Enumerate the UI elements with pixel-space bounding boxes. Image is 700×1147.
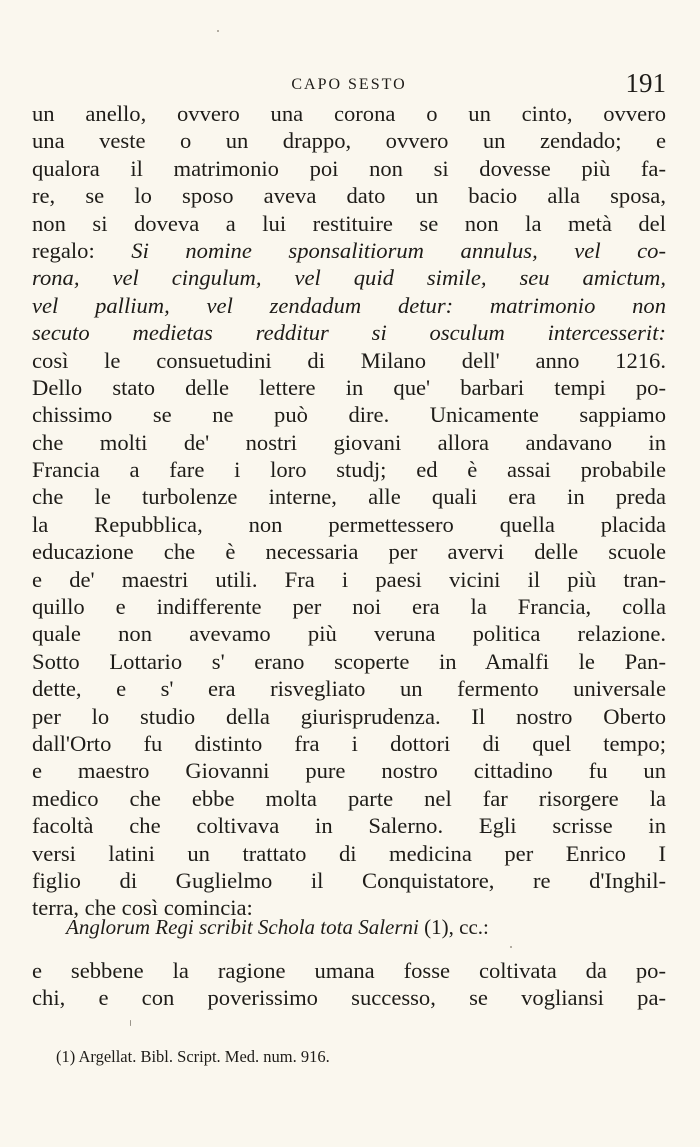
text-line: quale non avevamo più veruna politica relazione. (32, 621, 666, 647)
text-line: Francia a fare i loro studj; ed è assai probabile (32, 457, 666, 483)
latin-quotation-line: secuto medietas redditur si osculum intercesserit: (32, 320, 666, 346)
page-number: 191 (625, 68, 666, 98)
footnote: (1) Argellat. Bibl. Script. Med. num. 916. (56, 1047, 330, 1066)
verse-quotation (66, 912, 666, 942)
text-line-mixed (32, 237, 666, 264)
continuation-text (32, 957, 666, 1012)
text-fragment: regalo: (32, 237, 132, 263)
running-head: CAPO SESTO (291, 76, 407, 93)
latin-quotation-line: rona, vel cingulum, vel quid simile, seu amictum, (32, 265, 666, 291)
footnote-ref: (1) (424, 915, 449, 939)
text-line: educazione che è necessaria per avervi delle scuole (32, 539, 666, 565)
text-line: non si doveva a lui restituire se non la metà del (32, 210, 666, 236)
text-line: Dello stato delle lettere in que' barbari tempi po- (32, 374, 666, 400)
text-line: versi latini un trattato di medicina per Enrico I (32, 840, 666, 866)
verse-suffix: , cc.: (448, 915, 489, 939)
text-line: terra, che così comincia: (32, 895, 253, 921)
text-line: per lo studio della giurisprudenza. Il nostro Oberto (32, 703, 666, 729)
text-line: dette, e s' era risvegliato un fermento universale (32, 676, 666, 702)
text-line: che le turbolenze interne, alle quali era in preda (32, 484, 666, 510)
paper-speck (217, 30, 219, 32)
text-line: Sotto Lottario s' erano scoperte in Amalfi le Pan- (32, 648, 666, 674)
page-header (32, 68, 666, 102)
text-line: qualora il matrimonio poi non si dovesse più fa- (32, 155, 666, 181)
text-line: facoltà che coltivava in Salerno. Egli scrisse in (32, 813, 666, 839)
text-line: figlio di Guglielmo il Conquistatore, re d'Inghil- (32, 867, 666, 893)
text-line: dall'Orto fu distinto fra i dottori di quel tempo; (32, 730, 666, 756)
text-line: e maestro Giovanni pure nostro cittadino fu un (32, 758, 666, 784)
text-line: una veste o un drappo, ovvero un zendado; e (32, 128, 666, 154)
text-line: così le consuetudini di Milano dell' anno 1216. (32, 347, 666, 373)
text-line: re, se lo sposo aveva dato un bacio alla sposa, (32, 183, 666, 209)
latin-quotation-line: vel pallium, vel zendadum detur: matrimonio non (32, 292, 666, 318)
verse-text: Anglorum Regi scribit Schola tota Salerni (66, 915, 419, 939)
text-line: un anello, ovvero una corona o un cinto, ovvero (32, 101, 666, 126)
paper-speck (510, 946, 512, 948)
text-line: quillo e indifferente per noi era la Francia, colla (32, 594, 666, 620)
text-line: la Repubblica, non permettessero quella placida (32, 511, 666, 537)
text-line: e de' maestri utili. Fra i paesi vicini il più tran- (32, 566, 666, 592)
main-text (32, 100, 666, 922)
text-line: e sebbene la ragione umana fosse coltivata da po- (32, 958, 666, 983)
text-line: chi, e con poverissimo successo, se vogliansi pa- (32, 985, 666, 1011)
text-line: medico che ebbe molta parte nel far risorgere la (32, 785, 666, 811)
text-line: che molti de' nostri giovani allora andavano in (32, 429, 666, 455)
paper-speck (130, 1020, 131, 1026)
text-line: chissimo se ne può dire. Unicamente sappiamo (32, 402, 666, 428)
latin-quotation: Si nomine sponsalitiorum annulus, vel co- (131, 237, 666, 263)
